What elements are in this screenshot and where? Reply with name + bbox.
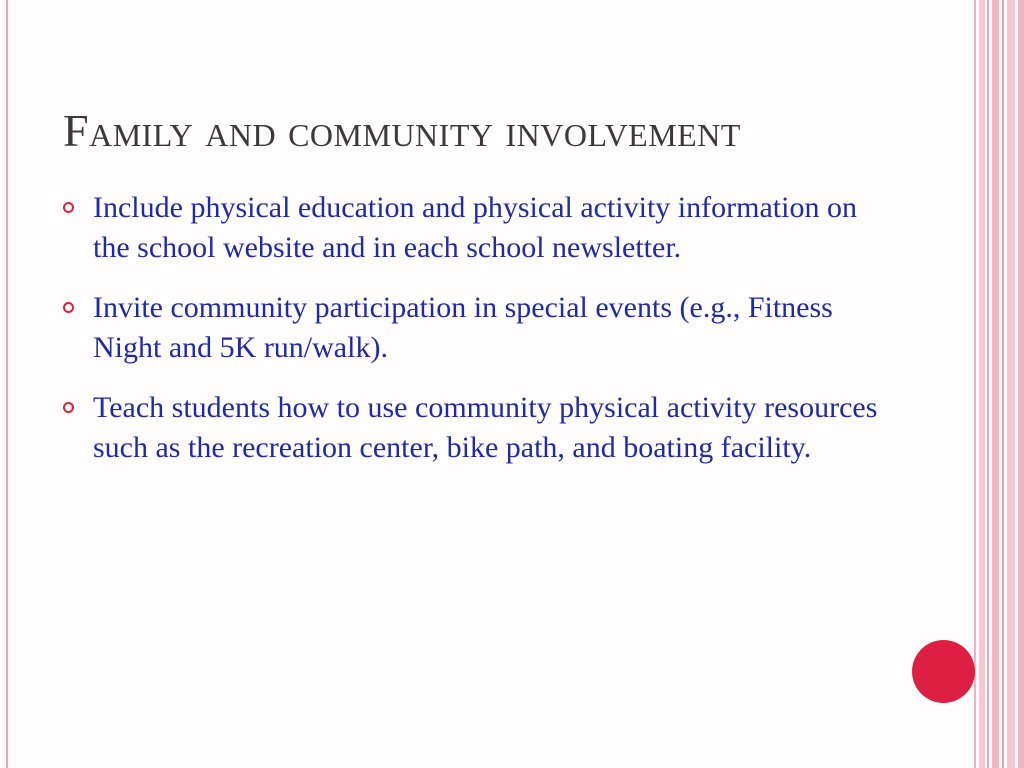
ring-bullet-icon <box>63 402 74 413</box>
right-decorative-stripe <box>979 0 985 768</box>
ring-bullet-icon <box>63 302 74 313</box>
bullet-list <box>62 188 882 468</box>
right-decorative-stripe <box>1018 0 1024 768</box>
decorative-circle <box>912 640 975 703</box>
right-decorative-stripe <box>987 0 989 768</box>
bullet-text: Teach students how to use community physical activity resources such as the recreation center, bike path, and boating facility. <box>93 391 878 464</box>
right-decorative-stripe <box>1002 0 1004 768</box>
right-decorative-stripe <box>992 0 999 768</box>
bullet-item <box>62 188 882 268</box>
slide-title: Family and community involvement <box>63 105 741 156</box>
bullet-text: Invite community participation in special events (e.g., Fitness Night and 5K run/walk). <box>93 291 833 364</box>
left-border-rule <box>6 0 8 768</box>
right-decorative-stripe <box>1007 0 1015 768</box>
bullet-item <box>62 388 882 468</box>
bullet-item <box>62 288 882 368</box>
right-decorative-stripe <box>974 0 976 768</box>
bullet-text: Include physical education and physical activity information on the school website and in each school newsletter. <box>93 191 857 264</box>
ring-bullet-icon <box>63 202 74 213</box>
